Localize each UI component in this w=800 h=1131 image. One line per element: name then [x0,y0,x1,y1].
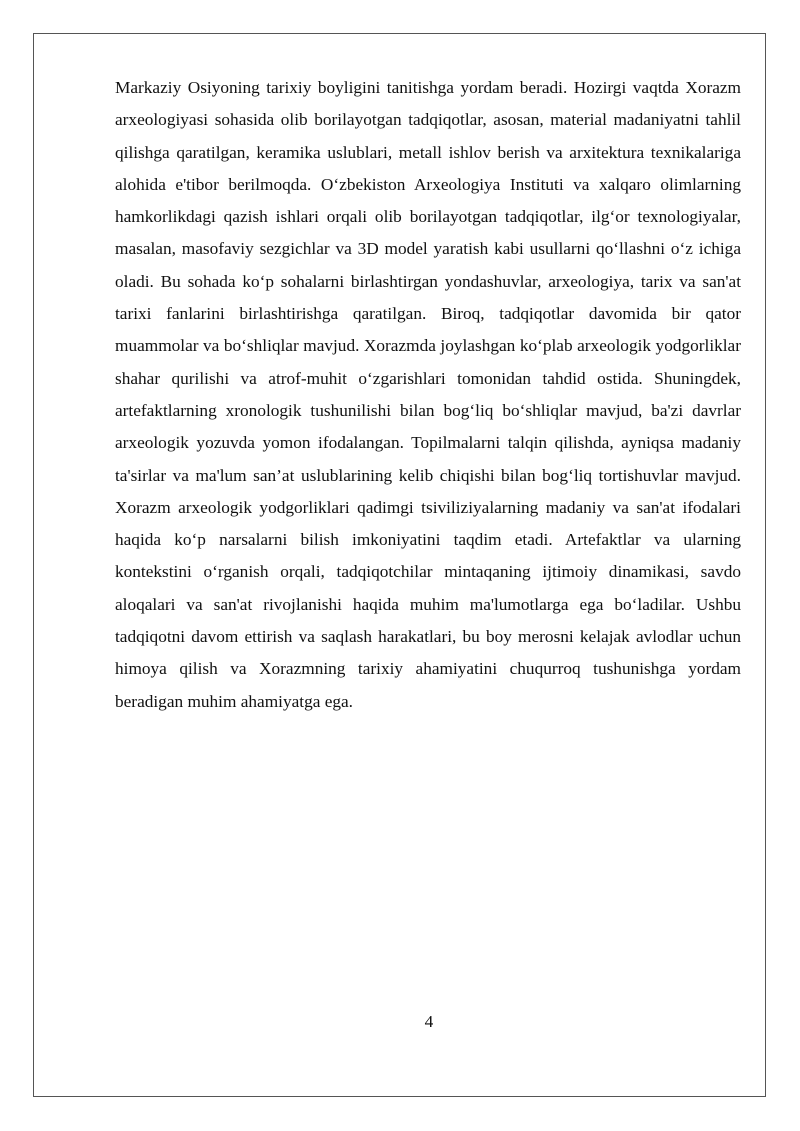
body-paragraph: Markaziy Osiyoning tarixiy boyligini tanitishga yordam beradi. Hozirgi vaqtda Xorazm arxeologiyasi sohasida olib borilayotgan tadqiqotlar, asosan, material madaniyatni tahlil qilishga qaratilgan, keramika uslublari, metall ishlov berish va arxitektura texnikalariga alohida e'tibor berilmoqda. O‘zbekiston Arxeologiya Instituti va xalqaro olimlarning hamkorlikdagi qazish ishlari orqali olib borilayotgan tadqiqotlar, ilg‘or texnologiyalar, masalan, masofaviy sezgichlar va 3D model yaratish kabi usullarni qo‘llashni o‘z ichiga oladi. Bu sohada ko‘p sohalarni birlashtirgan yondashuvlar, arxeologiya, tarix va san'at tarixi fanlarini birlashtirishga qaratilgan. Biroq, tadqiqotlar davomida bir qator muammolar va bo‘shliqlar mavjud. Xorazmda joylashgan ko‘plab arxeologik yodgorliklar shahar qurilishi va atrof-muhit o‘zgarishlari tomonidan tahdid ostida. Shuningdek, artefaktlarning xronologik tushunilishi bilan bog‘liq bo‘shliqlar mavjud, ba'zi davrlar arxeologik yozuvda yomon ifodalangan. Topilmalarni talqin qilishda, ayniqsa madaniy ta'sirlar va ma'lum san’at uslublarining kelib chiqishi bilan bog‘liq tortishuvlar mavjud. Xorazm arxeologik yodgorliklari qadimgi tsiviliziyalarning madaniy va san'at ifodalari haqida ko‘p narsalarni bilish imkoniyatini taqdim etadi. Artefaktlar va ularning kontekstini o‘rganish orqali, tadqiqotchilar mintaqaning ijtimoiy dinamikasi, savdo aloqalari va san'at rivojlanishi haqida muhim ma'lumotlarga ega bo‘ladilar. Ushbu tadqiqotni davom ettirish va saqlash harakatlari, bu boy merosni kelajak avlodlar uchun himoya qilish va Xorazmning tarixiy ahamiyatini chuqurroq tushunishga yordam beradigan muhim ahamiyatga ega. [115,78,741,711]
page-number: 4 [424,1012,434,1031]
